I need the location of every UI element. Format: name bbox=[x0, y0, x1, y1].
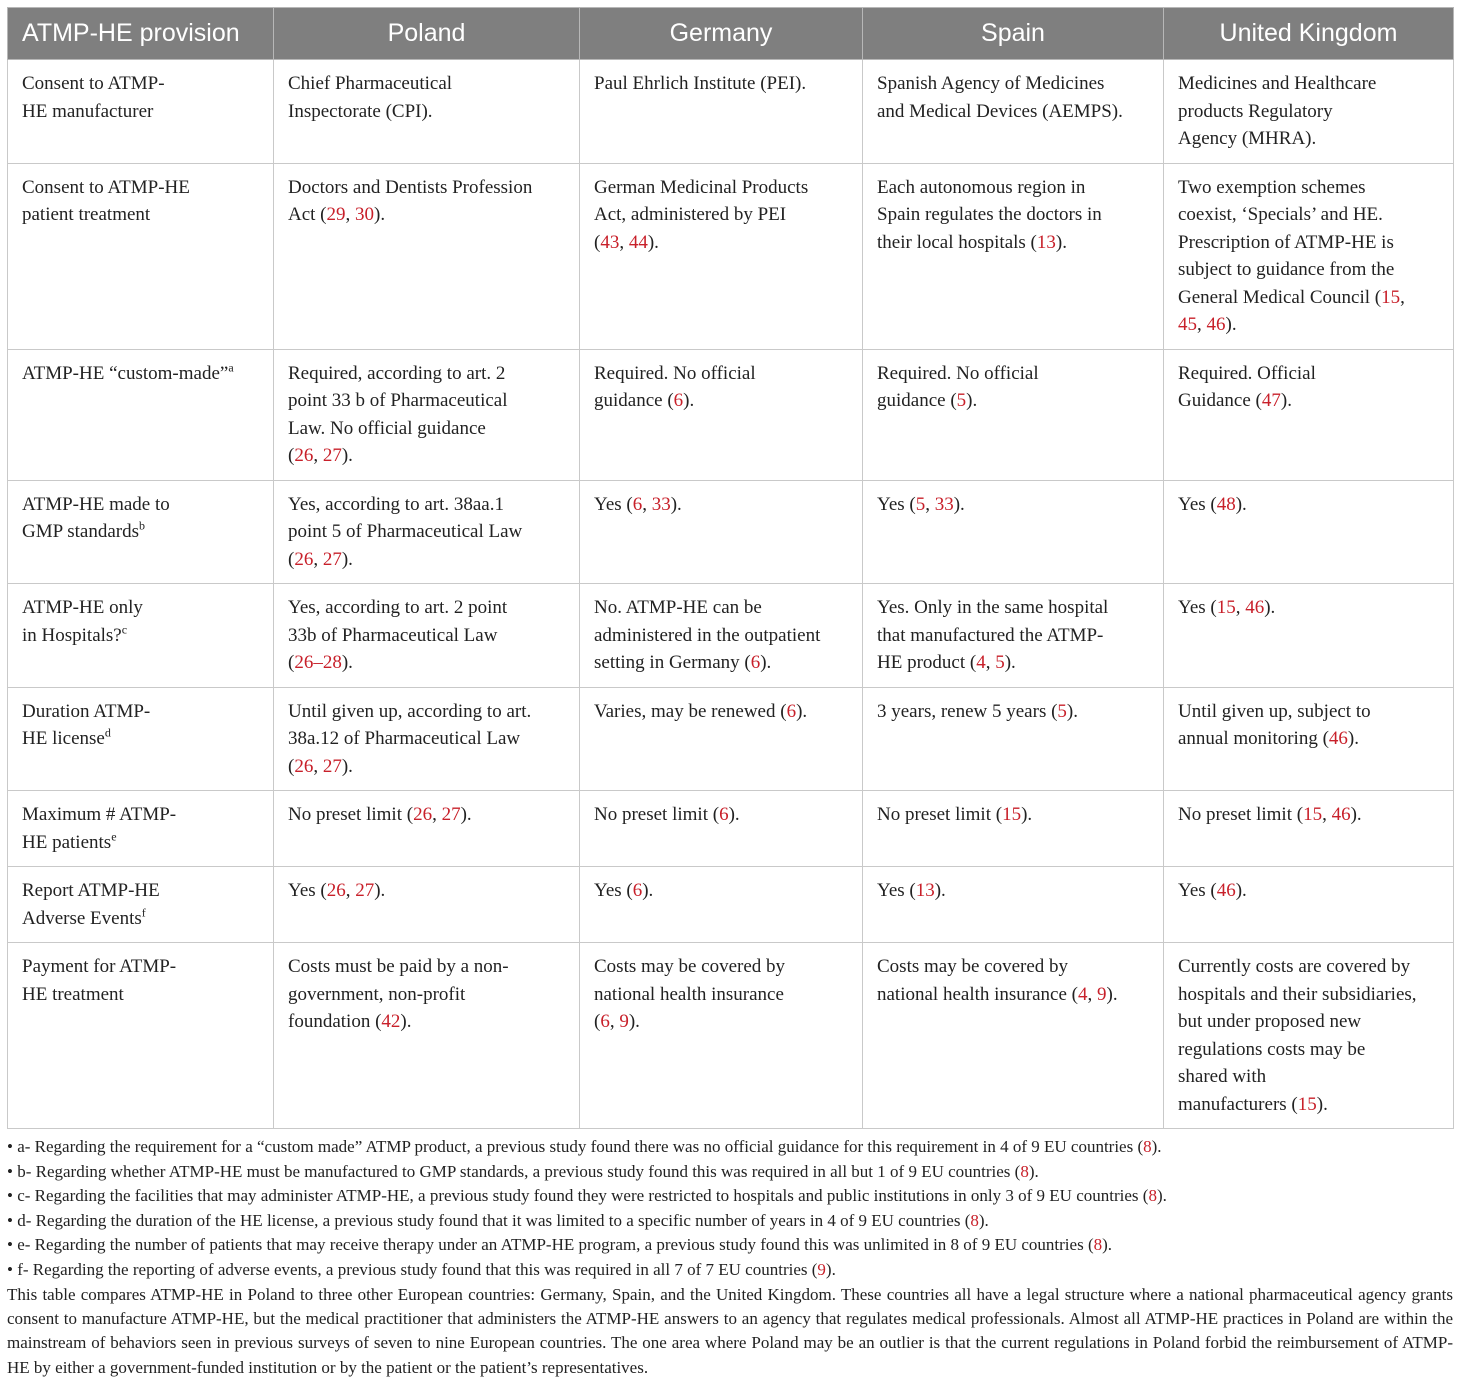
cell-united-kingdom bbox=[1164, 791, 1454, 867]
reference-link[interactable]: 6 bbox=[600, 1011, 610, 1032]
cell-text: Act, administered by PEI bbox=[594, 204, 787, 225]
cell-text: ). bbox=[1156, 1186, 1167, 1206]
table-figure bbox=[7, 7, 1453, 1380]
provision-label: patient treatment bbox=[22, 204, 151, 225]
cell-text: No preset limit ( bbox=[1178, 804, 1304, 825]
reference-link[interactable]: 26 bbox=[326, 880, 346, 901]
cell-text: , bbox=[313, 548, 323, 570]
reference-link[interactable]: 46 bbox=[1245, 597, 1265, 618]
cell-text: regulations costs may be bbox=[1178, 1038, 1366, 1060]
cell-united-kingdom bbox=[1164, 349, 1454, 480]
cell-text: General Medical Council ( bbox=[1178, 286, 1382, 308]
provision-cell bbox=[8, 480, 274, 584]
cell-text: ). bbox=[647, 231, 659, 253]
cell-text: , bbox=[432, 804, 442, 825]
cell-united-kingdom bbox=[1164, 163, 1454, 349]
cell-text: Costs may be covered by bbox=[877, 956, 1069, 977]
cell-text: Yes ( bbox=[1178, 880, 1217, 901]
reference-link[interactable]: 43 bbox=[600, 231, 620, 253]
reference-link[interactable]: 48 bbox=[1216, 493, 1236, 515]
provision-label: HE license bbox=[22, 728, 105, 749]
cell-germany bbox=[580, 349, 863, 480]
table-row bbox=[8, 791, 1454, 867]
cell-text: Prescription of ATMP-HE is bbox=[1178, 231, 1394, 253]
reference-link[interactable]: 5 bbox=[995, 652, 1005, 673]
cell-text: ). bbox=[1021, 804, 1033, 825]
reference-link[interactable]: 6 bbox=[750, 652, 761, 673]
cell-text: Doctors and Dentists Profession bbox=[288, 176, 533, 198]
cell-text: point 33 b of Pharmaceutical bbox=[288, 390, 508, 411]
cell-text: ( bbox=[288, 652, 295, 673]
reference-link[interactable]: 46 bbox=[1328, 728, 1348, 749]
cell-text: Costs may be covered by bbox=[594, 956, 786, 977]
provision-label: ATMP-HE only bbox=[22, 597, 143, 618]
cell-text: ). bbox=[953, 493, 965, 515]
reference-link[interactable]: 45 bbox=[1178, 314, 1197, 335]
cell-text: Required, according to art. 2 bbox=[288, 362, 506, 384]
reference-link[interactable]: 33 bbox=[934, 493, 954, 515]
cell-text: products Regulatory bbox=[1178, 100, 1333, 122]
header-provision: ATMP-HE provision bbox=[8, 8, 274, 60]
reference-link[interactable]: 27 bbox=[441, 804, 461, 825]
cell-text: Paul Ehrlich Institute (PEI). bbox=[594, 73, 807, 94]
cell-text: Yes ( bbox=[877, 880, 916, 901]
cell-text: subject to guidance from the bbox=[1178, 259, 1395, 280]
cell-text: • c- Regarding the facilities that may administer ATMP-HE, a previous study found they were restricted to hospitals and public institutions in only 3 of 9 EU countries ( bbox=[7, 1186, 1149, 1206]
reference-link[interactable]: 6 bbox=[632, 493, 643, 515]
reference-link[interactable]: 15 bbox=[1216, 597, 1236, 618]
provision-cell bbox=[8, 584, 274, 688]
cell-text: Required. No official bbox=[877, 362, 1039, 384]
reference-link[interactable]: 46 bbox=[1331, 804, 1351, 825]
cell-text: guidance ( bbox=[877, 390, 957, 411]
table-row bbox=[8, 687, 1454, 791]
provision-label: Consent to ATMP- bbox=[22, 73, 165, 94]
cell-germany bbox=[580, 480, 863, 584]
reference-link[interactable]: 13 bbox=[915, 880, 935, 901]
cell-text: national health insurance ( bbox=[877, 983, 1079, 1005]
cell-text: Yes ( bbox=[1178, 493, 1217, 515]
cell-text: ). bbox=[978, 1210, 989, 1230]
reference-link[interactable]: 44 bbox=[628, 231, 648, 253]
header-united-kingdom: United Kingdom bbox=[1164, 8, 1454, 60]
table-row bbox=[8, 163, 1454, 349]
header-spain: Spain bbox=[863, 8, 1164, 60]
cell-united-kingdom bbox=[1164, 687, 1454, 791]
cell-text: ). bbox=[374, 880, 386, 901]
cell-spain bbox=[863, 349, 1164, 480]
cell-text: foundation ( bbox=[288, 1011, 382, 1032]
cell-text: , bbox=[1197, 314, 1207, 335]
cell-text: ( bbox=[594, 1011, 601, 1032]
cell-text: Yes ( bbox=[877, 493, 916, 515]
cell-germany bbox=[580, 584, 863, 688]
reference-link[interactable]: 33 bbox=[651, 493, 671, 515]
cell-text: ). bbox=[460, 804, 472, 825]
table-body bbox=[8, 60, 1454, 1129]
cell-text: Until given up, subject to bbox=[1178, 700, 1371, 722]
reference-link[interactable]: 27 bbox=[322, 548, 342, 570]
cell-text: and Medical Devices (AEMPS). bbox=[877, 100, 1123, 122]
cell-text: point 5 of Pharmaceutical Law bbox=[288, 521, 523, 542]
cell-text: ). bbox=[1225, 314, 1237, 335]
cell-united-kingdom bbox=[1164, 480, 1454, 584]
reference-link[interactable]: 30 bbox=[355, 204, 375, 225]
cell-germany bbox=[580, 943, 863, 1129]
cell-text: Yes. Only in the same hospital bbox=[877, 597, 1109, 618]
reference-link[interactable]: 15 bbox=[1297, 1093, 1317, 1115]
cell-text: ). bbox=[670, 493, 682, 515]
reference-link[interactable]: 13 bbox=[1036, 231, 1056, 253]
cell-poland bbox=[274, 60, 580, 164]
cell-spain bbox=[863, 163, 1164, 349]
cell-poland bbox=[274, 349, 580, 480]
provision-label: GMP standards bbox=[22, 521, 139, 542]
provision-cell bbox=[8, 791, 274, 867]
cell-text: their local hospitals ( bbox=[877, 231, 1037, 253]
provision-label: Consent to ATMP-HE bbox=[22, 176, 190, 198]
reference-link[interactable]: 27 bbox=[355, 880, 375, 901]
provision-label: ATMP-HE made to bbox=[22, 493, 170, 515]
cell-text: Law. No official guidance bbox=[288, 417, 486, 439]
provision-label: HE treatment bbox=[22, 983, 124, 1005]
cell-text: Medicines and Healthcare bbox=[1178, 73, 1377, 94]
cell-text: ). bbox=[966, 390, 978, 411]
cell-text: No preset limit ( bbox=[877, 804, 1003, 825]
reference-link[interactable]: 26 bbox=[294, 445, 314, 466]
footnote bbox=[7, 1160, 1453, 1185]
cell-text: ). bbox=[341, 548, 353, 570]
reference-link[interactable]: 6 bbox=[673, 390, 684, 411]
cell-text: Until given up, according to art. bbox=[288, 700, 532, 722]
cell-text: Yes ( bbox=[288, 880, 327, 901]
reference-link[interactable]: 8 bbox=[1148, 1186, 1157, 1206]
cell-text: 38a.12 of Pharmaceutical Law bbox=[288, 728, 521, 749]
cell-text: German Medicinal Products bbox=[594, 176, 809, 198]
reference-link[interactable]: 46 bbox=[1206, 314, 1226, 335]
cell-poland bbox=[274, 584, 580, 688]
cell-text: ). bbox=[1235, 493, 1247, 515]
table-row bbox=[8, 867, 1454, 943]
cell-text: Varies, may be renewed ( bbox=[594, 700, 787, 722]
cell-text: ). bbox=[341, 652, 353, 673]
provision-label: in Hospitals? bbox=[22, 624, 122, 646]
cell-text: ). bbox=[642, 880, 654, 901]
reference-link[interactable]: 26 bbox=[294, 755, 314, 777]
reference-link[interactable]: 42 bbox=[381, 1011, 401, 1032]
reference-link[interactable]: 8 bbox=[1020, 1161, 1029, 1181]
cell-text: ). bbox=[1066, 700, 1078, 722]
cell-text: • e- Regarding the number of patients that may receive therapy under an ATMP-HE program, a previous study found this was unlimited in 8 of 9 EU countries ( bbox=[7, 1235, 1094, 1255]
cell-text: ). bbox=[400, 1011, 412, 1032]
cell-poland bbox=[274, 480, 580, 584]
reference-link[interactable]: 8 bbox=[970, 1210, 979, 1230]
reference-link[interactable]: 4 bbox=[976, 652, 986, 673]
footnote-marker: a bbox=[228, 360, 234, 375]
cell-text: ). bbox=[1106, 983, 1118, 1005]
reference-link[interactable]: 26 bbox=[294, 548, 314, 570]
cell-text: , bbox=[985, 652, 996, 673]
cell-text: ). bbox=[341, 755, 353, 777]
cell-text: ). bbox=[1004, 652, 1016, 673]
cell-text: , bbox=[345, 880, 356, 901]
provision-label: Report ATMP-HE bbox=[22, 880, 160, 901]
reference-link[interactable]: 6 bbox=[786, 700, 797, 722]
cell-spain bbox=[863, 60, 1164, 164]
reference-link[interactable]: 26–28 bbox=[294, 652, 342, 673]
cell-spain bbox=[863, 867, 1164, 943]
reference-link[interactable]: 8 bbox=[1093, 1235, 1103, 1255]
cell-text: ). bbox=[1264, 597, 1276, 618]
cell-poland bbox=[274, 791, 580, 867]
cell-text: guidance ( bbox=[594, 390, 674, 411]
cell-text: ). bbox=[760, 652, 772, 673]
cell-text: Yes, according to art. 38aa.1 bbox=[288, 493, 504, 515]
footnote-marker: d bbox=[104, 725, 111, 740]
reference-link[interactable]: 4 bbox=[1078, 983, 1088, 1005]
provision-label: Maximum # ATMP- bbox=[22, 804, 177, 825]
cell-text: ). bbox=[341, 445, 353, 466]
cell-text: No preset limit ( bbox=[594, 804, 720, 825]
cell-text: ( bbox=[594, 231, 601, 253]
cell-text: 3 years, renew 5 years ( bbox=[877, 700, 1058, 722]
provision-label: Duration ATMP- bbox=[22, 700, 151, 722]
cell-text: Currently costs are covered by bbox=[1178, 956, 1411, 977]
cell-text: ). bbox=[1347, 728, 1359, 749]
cell-text: HE product ( bbox=[877, 652, 977, 673]
provision-cell bbox=[8, 349, 274, 480]
cell-germany bbox=[580, 791, 863, 867]
cell-text: ( bbox=[288, 755, 295, 777]
cell-text: ). bbox=[1055, 231, 1067, 253]
cell-text: Spanish Agency of Medicines bbox=[877, 73, 1105, 94]
cell-text: , bbox=[313, 445, 323, 466]
cell-germany bbox=[580, 163, 863, 349]
cell-text: Required. No official bbox=[594, 362, 756, 384]
footnote-marker: e bbox=[111, 829, 117, 844]
table-row bbox=[8, 349, 1454, 480]
cell-text: Guidance ( bbox=[1178, 390, 1262, 411]
cell-text: ). bbox=[1280, 390, 1292, 411]
cell-text: shared with bbox=[1178, 1066, 1267, 1087]
table-summary: This table compares ATMP-HE in Poland to three other European countries: Germany, Spain, and the United Kingdom. These countries all have a legal structure where a national pharmaceutical agency grants consent to manufacture ATMP-HE, but the medical practitioner that administers the ATMP-HE answers to an agency that regulates medical professionals. Almost all ATMP-HE practices in Poland are within the mainstream of behaviors seen in previous surveys of seven to nine European countries. The one area where Poland may be an outlier is that the current regulations in Poland forbid the reimbursement of ATMP-HE by either a government-funded institution or by the patient or the patient’s representatives. bbox=[7, 1284, 1453, 1377]
header-germany: Germany bbox=[580, 8, 863, 60]
cell-text: , bbox=[1235, 597, 1246, 618]
cell-spain bbox=[863, 791, 1164, 867]
reference-link[interactable]: 29 bbox=[326, 204, 346, 225]
provision-cell bbox=[8, 687, 274, 791]
cell-text: , bbox=[1322, 804, 1332, 825]
cell-text: ). bbox=[374, 204, 386, 225]
cell-text: ( bbox=[288, 445, 295, 466]
cell-germany bbox=[580, 687, 863, 791]
provision-cell bbox=[8, 943, 274, 1129]
cell-text: No. ATMP-HE can be bbox=[594, 597, 762, 618]
provision-label: Payment for ATMP- bbox=[22, 956, 177, 977]
cell-text: that manufactured the ATMP- bbox=[877, 624, 1104, 646]
cell-text: ). bbox=[796, 700, 808, 722]
provision-label: ATMP-HE “custom-made” bbox=[22, 362, 229, 384]
cell-text: Yes, according to art. 2 point bbox=[288, 597, 508, 618]
cell-text: Spain regulates the doctors in bbox=[877, 204, 1102, 225]
reference-link[interactable]: 46 bbox=[1216, 880, 1236, 901]
provision-cell bbox=[8, 867, 274, 943]
footnote bbox=[7, 1233, 1453, 1258]
cell-text: manufacturers ( bbox=[1178, 1093, 1298, 1115]
reference-link[interactable]: 27 bbox=[322, 445, 342, 466]
cell-text: ). bbox=[628, 1011, 640, 1032]
cell-poland bbox=[274, 943, 580, 1129]
cell-text: , bbox=[313, 755, 323, 777]
cell-text: Yes ( bbox=[1178, 597, 1217, 618]
cell-spain bbox=[863, 584, 1164, 688]
cell-poland bbox=[274, 687, 580, 791]
cell-text: national health insurance bbox=[594, 983, 784, 1005]
cell-text: Costs must be paid by a non- bbox=[288, 956, 509, 977]
cell-poland bbox=[274, 867, 580, 943]
provision-cell bbox=[8, 163, 274, 349]
footnote-marker: b bbox=[139, 518, 145, 533]
footnote bbox=[7, 1135, 1453, 1160]
footnote-marker: c bbox=[121, 622, 128, 637]
cell-text: hospitals and their subsidiaries, bbox=[1178, 983, 1417, 1005]
cell-text: Chief Pharmaceutical bbox=[288, 73, 453, 94]
cell-united-kingdom bbox=[1164, 584, 1454, 688]
cell-text: , bbox=[1087, 983, 1098, 1005]
cell-text: ). bbox=[1151, 1137, 1162, 1156]
comparison-table bbox=[7, 7, 1454, 1129]
reference-link[interactable]: 6 bbox=[632, 880, 643, 901]
cell-text: coexist, ‘Specials’ and HE. bbox=[1178, 204, 1383, 225]
cell-text: , bbox=[642, 493, 652, 515]
table-row bbox=[8, 584, 1454, 688]
cell-text: Required. Official bbox=[1178, 362, 1316, 384]
cell-spain bbox=[863, 687, 1164, 791]
cell-text: Two exemption schemes bbox=[1178, 176, 1366, 198]
cell-united-kingdom bbox=[1164, 60, 1454, 164]
cell-text: Act ( bbox=[288, 204, 327, 225]
cell-text: ). bbox=[728, 804, 740, 825]
cell-text: Yes ( bbox=[594, 493, 633, 515]
reference-link[interactable]: 8 bbox=[1143, 1137, 1152, 1156]
cell-text: but under proposed new bbox=[1178, 1011, 1362, 1032]
cell-text: ). bbox=[1028, 1161, 1039, 1181]
reference-link[interactable]: 47 bbox=[1261, 390, 1281, 411]
cell-text: ). bbox=[825, 1259, 836, 1279]
cell-text: , bbox=[609, 1011, 620, 1032]
cell-text: Yes ( bbox=[594, 880, 633, 901]
footnote-list bbox=[7, 1135, 1453, 1283]
footnote-marker: f bbox=[141, 905, 146, 920]
reference-link[interactable]: 15 bbox=[1303, 804, 1323, 825]
reference-link[interactable]: 5 bbox=[1057, 700, 1067, 722]
cell-spain bbox=[863, 480, 1164, 584]
cell-united-kingdom bbox=[1164, 867, 1454, 943]
cell-text: • a- Regarding the requirement for a “custom made” ATMP product, a previous study found there was no official guidance for this requirement in 4 of 9 EU countries ( bbox=[7, 1137, 1144, 1156]
cell-text: ). bbox=[1350, 804, 1362, 825]
cell-text: ). bbox=[934, 880, 946, 901]
reference-link[interactable]: 5 bbox=[915, 493, 926, 515]
reference-link[interactable]: 9 bbox=[1097, 983, 1107, 1005]
cell-text: government, non-profit bbox=[288, 983, 466, 1005]
cell-text: administered in the outpatient bbox=[594, 624, 821, 646]
cell-germany bbox=[580, 867, 863, 943]
reference-link[interactable]: 15 bbox=[1381, 286, 1401, 308]
reference-link[interactable]: 9 bbox=[619, 1011, 629, 1032]
cell-text: • f- Regarding the reporting of adverse events, a previous study found that this was required in all 7 of 7 EU countries ( bbox=[7, 1259, 818, 1279]
cell-text: ). bbox=[1235, 880, 1247, 901]
cell-spain bbox=[863, 943, 1164, 1129]
cell-text: ). bbox=[683, 390, 695, 411]
footnote bbox=[7, 1209, 1453, 1234]
cell-poland bbox=[274, 163, 580, 349]
cell-text: , bbox=[345, 204, 356, 225]
table-row bbox=[8, 943, 1454, 1129]
cell-text: annual monitoring ( bbox=[1178, 728, 1329, 749]
cell-text: setting in Germany ( bbox=[594, 652, 751, 673]
reference-link[interactable]: 26 bbox=[413, 804, 433, 825]
reference-link[interactable]: 27 bbox=[322, 755, 342, 777]
cell-text: No preset limit ( bbox=[288, 804, 414, 825]
cell-text: Each autonomous region in bbox=[877, 176, 1086, 198]
cell-text: , bbox=[925, 493, 935, 515]
footnote bbox=[7, 1184, 1453, 1209]
cell-germany bbox=[580, 60, 863, 164]
cell-text: • d- Regarding the duration of the HE license, a previous study found that it was limited to a specific number of years in 4 of 9 EU countries ( bbox=[7, 1210, 971, 1230]
cell-text: ). bbox=[1102, 1235, 1113, 1255]
table-row bbox=[8, 480, 1454, 584]
provision-label: Adverse Events bbox=[22, 907, 142, 929]
reference-link[interactable]: 9 bbox=[817, 1259, 826, 1279]
header-row bbox=[8, 8, 1454, 60]
cell-text: ). bbox=[1316, 1093, 1328, 1115]
cell-text: , bbox=[1400, 286, 1405, 308]
reference-link[interactable]: 6 bbox=[719, 804, 729, 825]
cell-text: , bbox=[619, 231, 629, 253]
provision-cell bbox=[8, 60, 274, 164]
footnote bbox=[7, 1258, 1453, 1283]
reference-link[interactable]: 5 bbox=[956, 390, 967, 411]
table-row bbox=[8, 60, 1454, 164]
cell-text: Agency (MHRA). bbox=[1178, 128, 1317, 149]
cell-text: 33b of Pharmaceutical Law bbox=[288, 624, 498, 646]
cell-text: Inspectorate (CPI). bbox=[288, 100, 433, 122]
header-poland: Poland bbox=[274, 8, 580, 60]
provision-label: HE manufacturer bbox=[22, 100, 154, 122]
reference-link[interactable]: 15 bbox=[1002, 804, 1022, 825]
provision-label: HE patients bbox=[22, 831, 112, 853]
cell-united-kingdom bbox=[1164, 943, 1454, 1129]
cell-text: ( bbox=[288, 548, 295, 570]
table-notes bbox=[7, 1135, 1453, 1380]
cell-text: • b- Regarding whether ATMP-HE must be manufactured to GMP standards, a previous study found this was required in all but 1 of 9 EU countries ( bbox=[7, 1161, 1021, 1181]
